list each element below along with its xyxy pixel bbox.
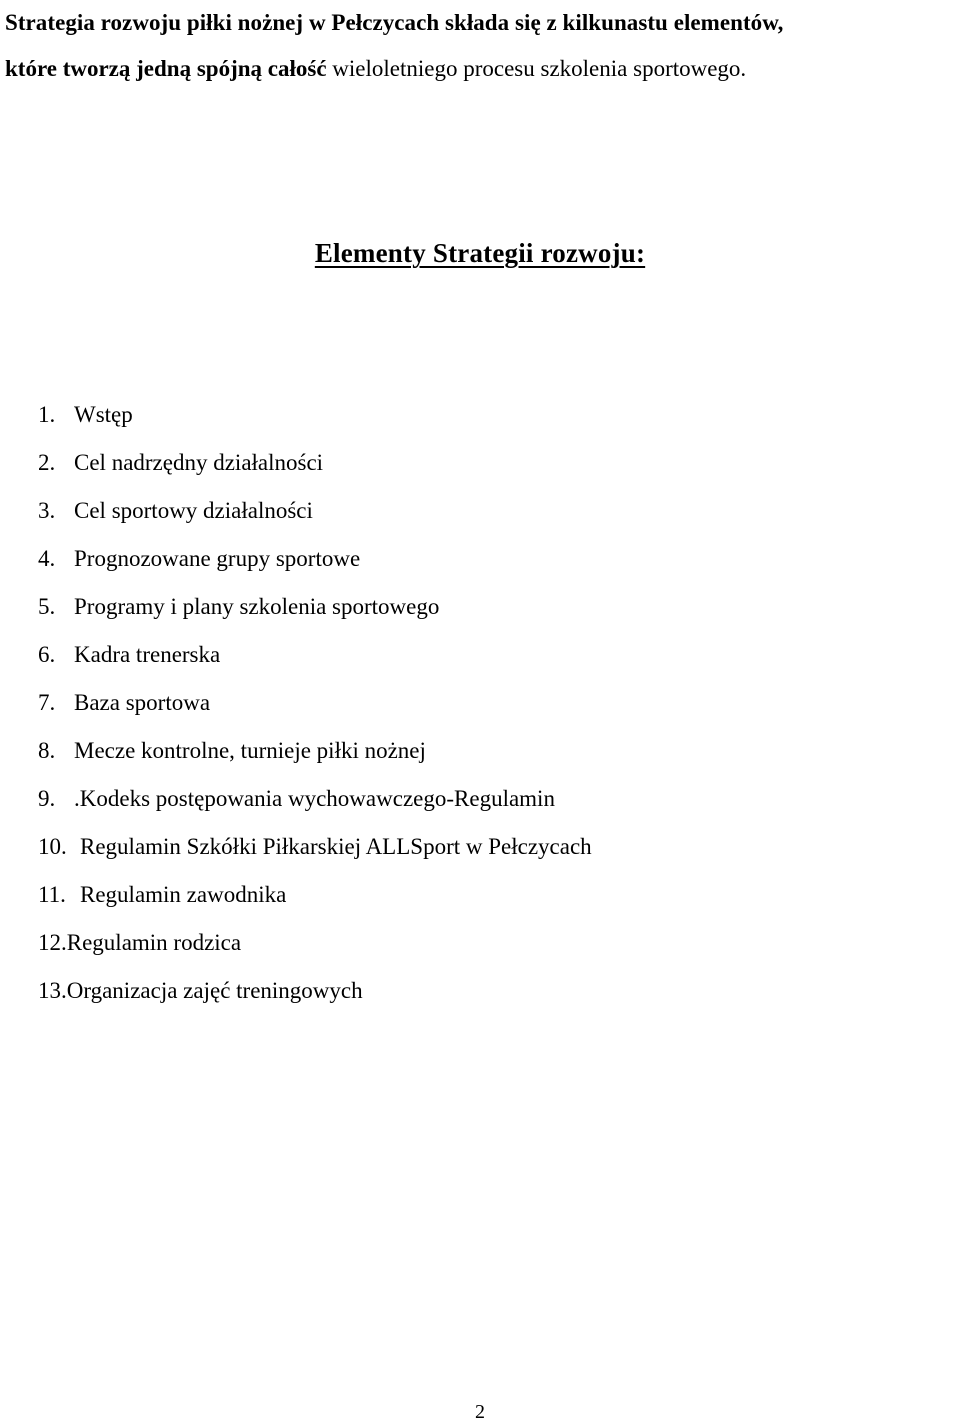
toc-item-number: 11. <box>38 882 66 907</box>
toc-item-number: 6. <box>38 642 56 667</box>
toc-item-text: Kadra trenerska <box>74 642 221 667</box>
toc-item-number: 4. <box>38 546 56 571</box>
toc-item <box>38 919 592 967</box>
toc-item-number: 3. <box>38 498 56 523</box>
intro-line-2-rest: wieloletniego procesu szkolenia sportowego. <box>326 56 747 81</box>
intro-paragraph <box>5 0 955 92</box>
toc-item-text: Organizacja zajęć treningowych <box>66 978 363 1003</box>
intro-line-1: Strategia rozwoju piłki nożnej w Pełczycach składa się z kilkunastu elementów, <box>5 10 784 35</box>
toc-item-text: Cel nadrzędny działalności <box>74 450 324 475</box>
toc-item <box>38 391 592 439</box>
intro-line-2 <box>5 46 955 92</box>
toc-item-number: 12. <box>38 930 67 955</box>
toc-item-number: 8. <box>38 738 56 763</box>
toc-item <box>38 439 592 487</box>
toc-item-text: Regulamin zawodnika <box>80 882 287 907</box>
toc-item-text: Mecze kontrolne, turnieje piłki nożnej <box>74 738 426 763</box>
toc-item <box>38 823 592 871</box>
toc-item-number: 9. <box>38 786 56 811</box>
toc-item-number: 10. <box>38 834 67 859</box>
toc-item-text: Programy i plany szkolenia sportowego <box>74 594 440 619</box>
toc-item <box>38 679 592 727</box>
toc-item-number: 13. <box>38 978 67 1003</box>
toc-item-text: Regulamin Szkółki Piłkarskiej ALLSport w Pełczycach <box>80 834 592 859</box>
toc-item-text: Prognozowane grupy sportowe <box>74 546 361 571</box>
toc-item-text: .Kodeks postępowania wychowawczego-Regulamin <box>74 786 555 811</box>
toc-item <box>38 583 592 631</box>
toc-item <box>38 775 592 823</box>
toc-list <box>38 391 592 1015</box>
page-number: 2 <box>475 1401 485 1423</box>
toc-item <box>38 871 592 919</box>
toc-item-text: Baza sportowa <box>74 690 211 715</box>
toc-item <box>38 631 592 679</box>
section-heading-text: Elementy Strategii rozwoju: <box>314 238 646 268</box>
intro-line-2-bold: które tworzą jedną spójną całość <box>5 56 327 81</box>
toc-item-number: 2. <box>38 450 56 475</box>
section-heading <box>0 233 960 273</box>
toc-item <box>38 487 592 535</box>
toc-item-text: Regulamin rodzica <box>66 930 242 955</box>
toc-item-number: 7. <box>38 690 56 715</box>
toc-item-text: Cel sportowy działalności <box>74 498 313 523</box>
toc-item-text: Wstęp <box>74 402 133 427</box>
toc-item <box>38 535 592 583</box>
toc-item <box>38 967 592 1015</box>
toc-item-number: 1. <box>38 402 56 427</box>
toc-item-number: 5. <box>38 594 56 619</box>
toc-item <box>38 727 592 775</box>
